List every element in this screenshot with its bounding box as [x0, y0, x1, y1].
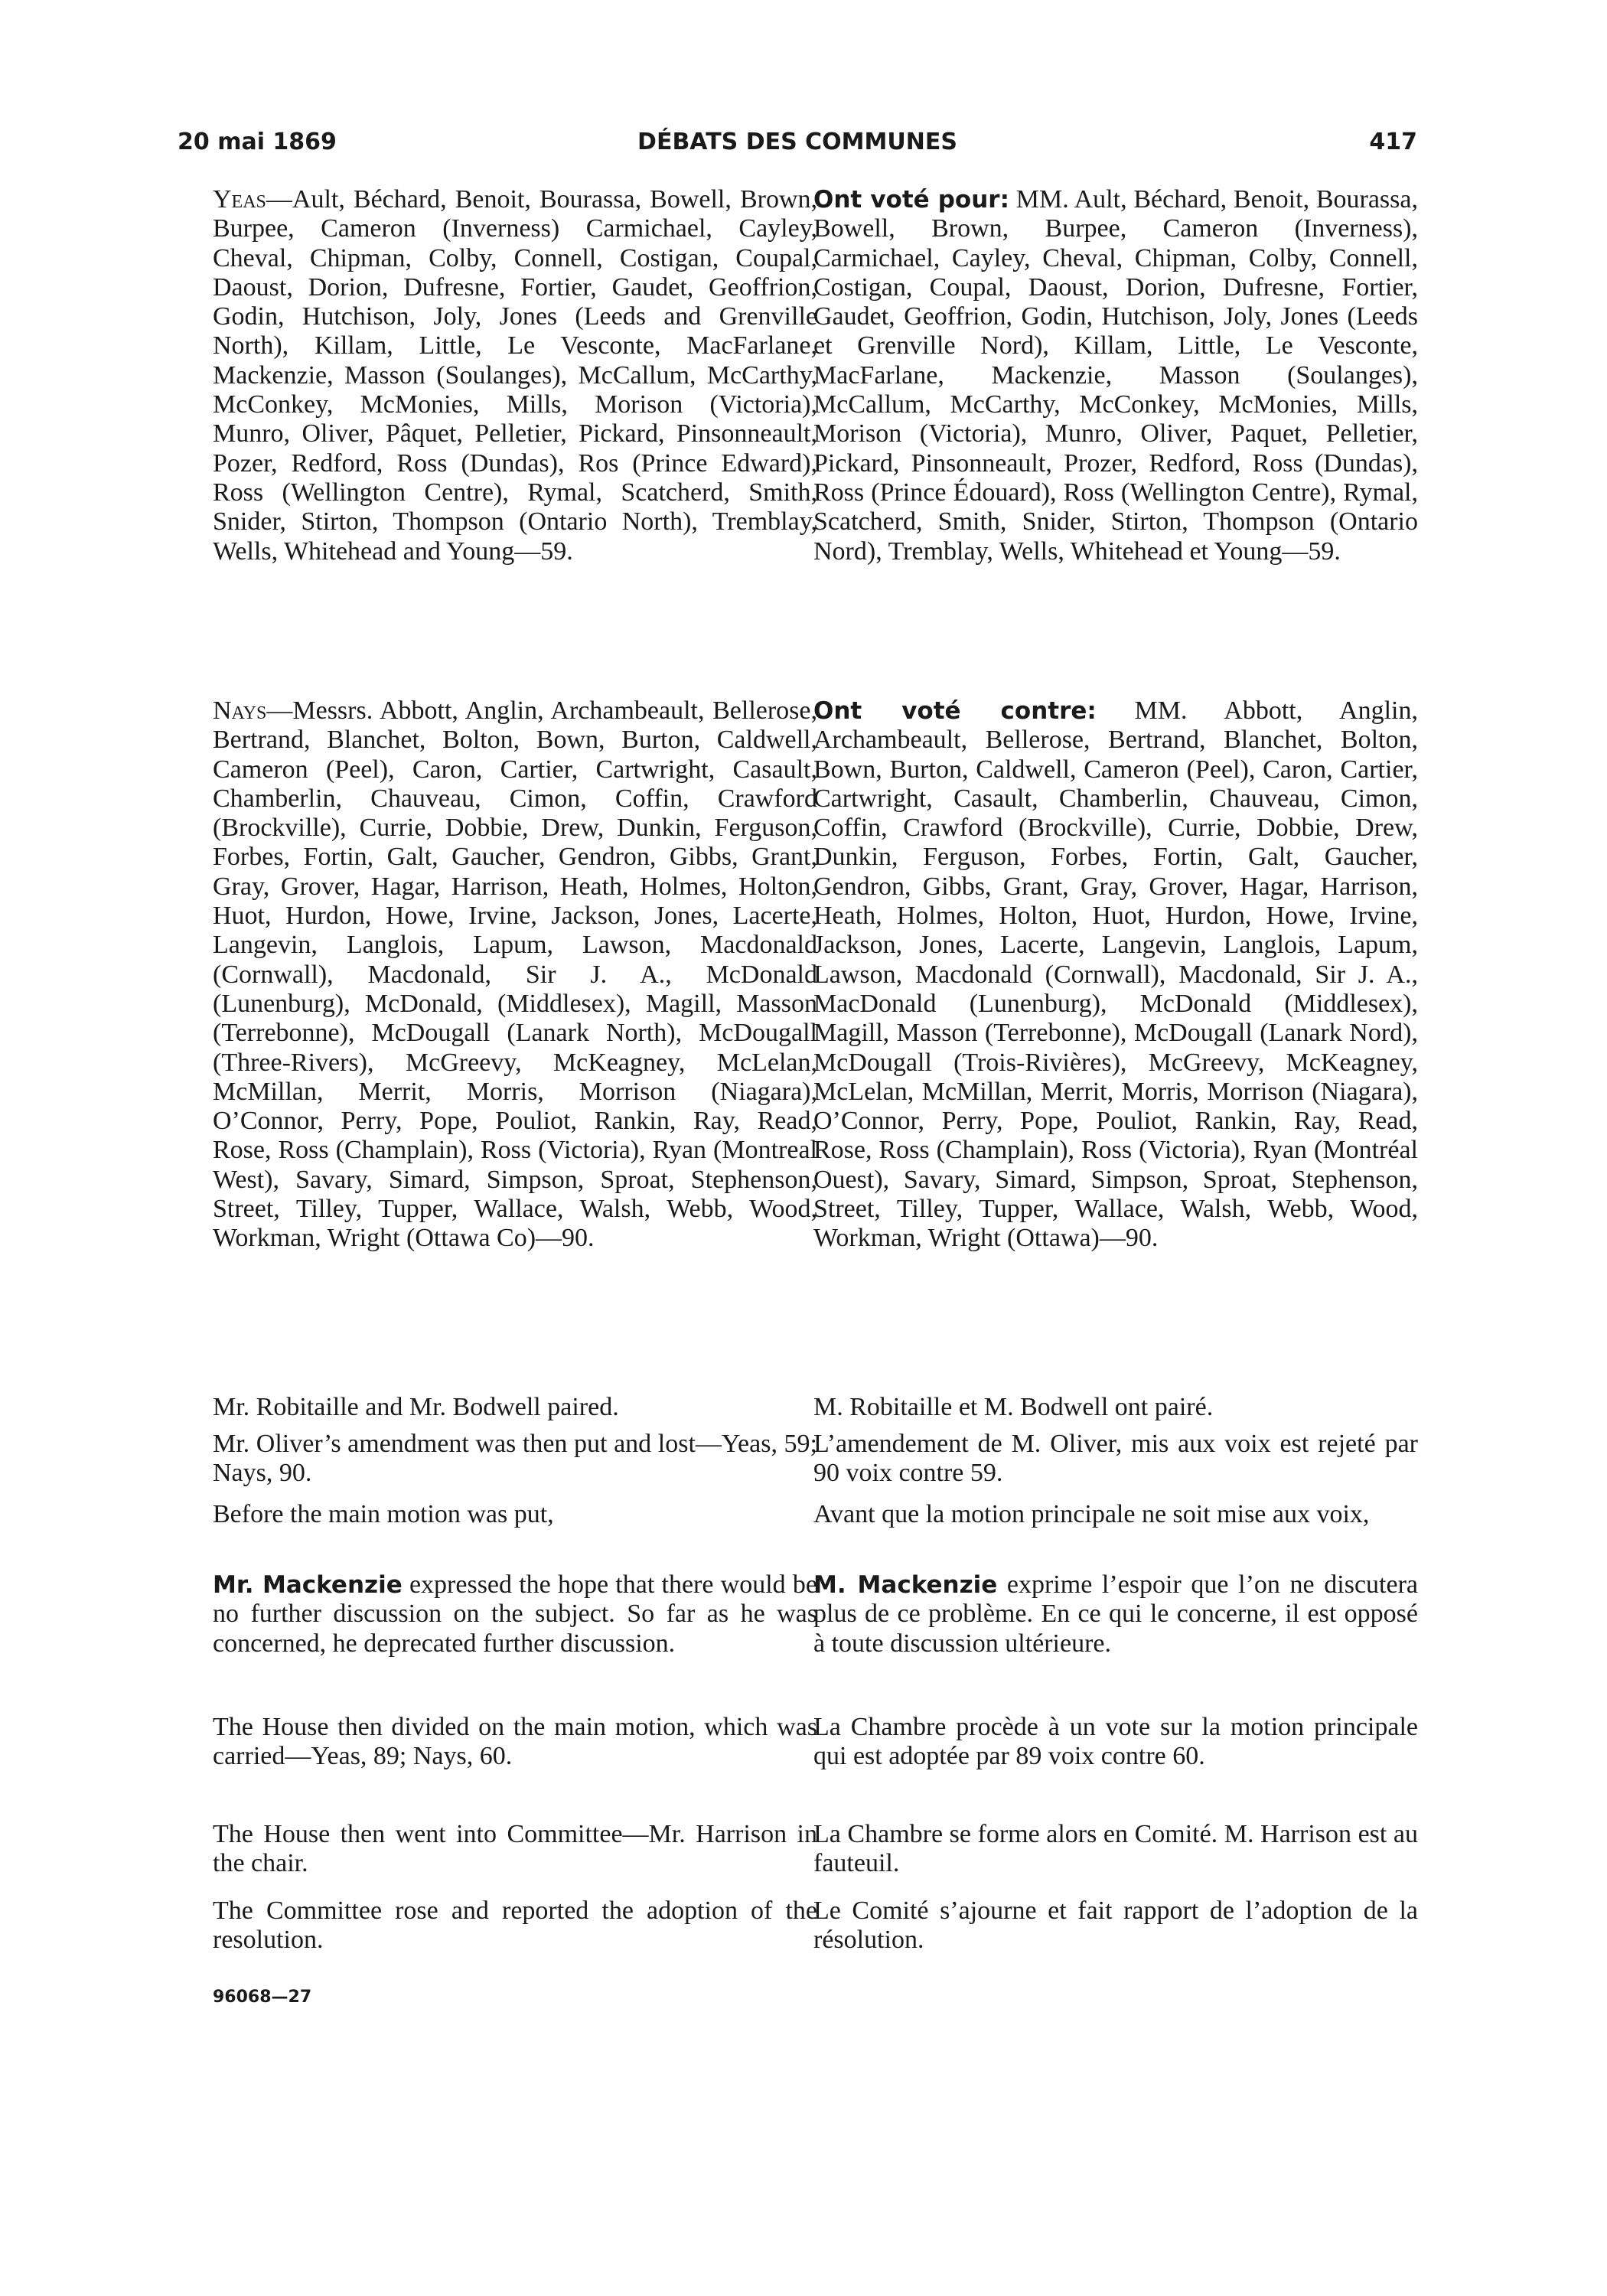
yeas-list: —Ault, Béchard, Benoit, Bourassa, Bowell, Brown, Burpee, Cameron (Inverness) Carmichael, Cayley, Cheval, Chipman, Colby, Connell, Costigan, Coupal, Daoust, Dorion, Dufresne, Fortier, Gaudet, Geoffrion, Godin, Hutchison, Joly, Jones (Leeds and Grenville North), Killam, Little, Le Vesconte, MacFarlane, Mackenzie, Masson (Soulanges), McCallum, McCarthy, McConkey, McMonies, Mills, Morison (Victoria), Munro, Oliver, Pâquet, Pelletier, Pickard, Pinsonneault, Pozer, Redford, Ross (Dundas), Ros (Prince Edward), Ross (Wellington Centre), Rymal, Scatcherd, Smith, Snider, Stirton, Thompson (Ontario North), Tremblay, Wells, Whitehead and Young—59. [213, 185, 817, 566]
contre-paragraph [813, 696, 1418, 1384]
divided-text-fr: La Chambre procède à un vote sur la motion principale qui est adoptée par 89 voix contre 60. [813, 1713, 1418, 1771]
mackenzie-statement-fr: exprime l’espoir que l’on ne discutera plus de ce problème. En ce qui le concerne, il est opposé à toute discussion ultérieure. [813, 1570, 1418, 1658]
yeas-label: Yeas [213, 185, 266, 214]
nays-list: —Messrs. Abbott, Anglin, Archambeault, Bellerose, Bertrand, Blanchet, Bolton, Bown, Burton, Caldwell, Cameron (Peel), Caron, Cartier, Cartwright, Casault, Chamberlin, Chauveau, Cimon, Coffin, Crawford (Brockville), Currie, Dobbie, Drew, Dunkin, Ferguson, Forbes, Fortin, Galt, Gaucher, Gendron, Gibbs, Grant, Gray, Grover, Hagar, Harrison, Heath, Holmes, Holton, Huot, Hurdon, Howe, Irvine, Jackson, Jones, Lacerte, Langevin, Langlois, Lapum, Lawson, Macdonald (Cornwall), Macdonald, Sir J. A., McDonald (Lunenburg), McDonald, (Middlesex), Magill, Masson (Terrebonne), McDougall (Lanark North), McDougall (Three-Rivers), McGreevy, McKeagney, McLelan, McMillan, Merrit, Morris, Morrison (Niagara), O’Connor, Perry, Pope, Pouliot, Rankin, Ray, Read, Rose, Ross (Champlain), Ross (Victoria), Ryan (Montreal West), Savary, Simard, Simpson, Sproat, Stephenson, Street, Tilley, Tupper, Wallace, Walsh, Webb, Wood, Workman, Wright (Ottawa Co)—90. [213, 696, 817, 1253]
nays-label: Nays [213, 696, 267, 725]
committee-text: The House then went into Committee—Mr. Harrison in the chair. [213, 1820, 817, 1878]
before-motion-text-fr: Avant que la motion principale ne soit mise aux voix, [813, 1500, 1370, 1528]
pour-list: MM. Ault, Béchard, Benoit, Bourassa, Bowell, Brown, Burpee, Cameron (Inverness), Carmichael, Cayley, Cheval, Chipman, Colby, Connell, Costigan, Coupal, Daoust, Dorion, Dufresne, Fortier, Gaudet, Geoffrion, Godin, Hutchison, Joly, Jones (Leeds et Grenville Nord), Killam, Little, Le Vesconte, MacFarlane, Mackenzie, Masson (Soulanges), McCallum, McCarthy, McConkey, McMonies, Mills, Morison (Victoria), Munro, Oliver, Paquet, Pelletier, Pickard, Pinsonneault, Prozer, Redford, Ross (Dundas), Ross (Prince Édouard), Ross (Wellington Centre), Rymal, Scatcherd, Smith, Snider, Stirton, Thompson (Ontario Nord), Tremblay, Wells, Whitehead et Young—59. [813, 185, 1418, 566]
page-header [178, 129, 1417, 162]
header-date: 20 mai 1869 [178, 129, 337, 155]
french-column [813, 185, 1418, 1955]
contre-label: Ont voté contre: [813, 697, 1097, 725]
committee-text-fr: La Chambre se forme alors en Comité. M. Harrison est au fauteuil. [813, 1820, 1418, 1878]
page-number: 417 [1369, 129, 1417, 155]
mackenzie-paragraph-fr [813, 1570, 1418, 1713]
mackenzie-name-fr: M. Mackenzie [813, 1571, 998, 1599]
divided-text: The House then divided on the main motion, which was carried—Yeas, 89; Nays, 60. [213, 1713, 817, 1771]
pour-label: Ont voté pour: [813, 186, 1009, 214]
nays-paragraph [213, 696, 817, 1384]
paired-text-fr: M. Robitaille et M. Bodwell ont pairé. [813, 1393, 1214, 1421]
header-title: DÉBATS DES COMMUNES [637, 129, 957, 155]
english-column [213, 185, 817, 1955]
mackenzie-name: Mr. Mackenzie [213, 1571, 403, 1599]
committee-rose-text: The Committee rose and reported the adoption of the resolution. [213, 1896, 817, 1955]
amendment-text-fr: L’amendement de M. Oliver, mis aux voix est rejeté par 90 voix contre 59. [813, 1430, 1418, 1488]
mackenzie-statement: expressed the hope that there would be no further discussion on the subject. So far as he was concerned, he deprecated further discussion. [213, 1570, 817, 1658]
print-code: 96068—27 [213, 1988, 312, 2007]
paired-text: Mr. Robitaille and Mr. Bodwell paired. [213, 1393, 619, 1421]
mackenzie-paragraph [213, 1570, 817, 1713]
amendment-text: Mr. Oliver’s amendment was then put and lost—Yeas, 59; Nays, 90. [213, 1430, 817, 1488]
before-motion-text: Before the main motion was put, [213, 1500, 554, 1528]
contre-list: MM. Abbott, Anglin, Archambeault, Bellerose, Bertrand, Blanchet, Bolton, Bown, Burton, Caldwell, Cameron (Peel), Caron, Cartier, Cartwright, Casault, Chamberlin, Chauveau, Cimon, Coffin, Crawford (Brockville), Currie, Dobbie, Drew, Dunkin, Ferguson, Forbes, Fortin, Galt, Gaucher, Gendron, Gibbs, Grant, Gray, Grover, Hagar, Harrison, Heath, Holmes, Holton, Huot, Hurdon, Howe, Irvine, Jackson, Jones, Lacerte, Langevin, Langlois, Lapum, Lawson, Macdonald (Cornwall), Macdonald, Sir J. A., MacDonald (Lunenburg), McDonald (Middlesex), Magill, Masson (Terrebonne), McDougall (Lanark Nord), McDougall (Trois-Rivières), McGreevy, McKeagney, McLelan, McMillan, Merrit, Morris, Morrison (Niagara), O’Connor, Perry, Pope, Pouliot, Rankin, Ray, Read, Rose, Ross (Champlain), Ross (Victoria), Ryan (Montréal Ouest), Savary, Simard, Simpson, Sproat, Stephenson, Street, Tilley, Tupper, Wallace, Walsh, Webb, Wood, Workman, Wright (Ottawa)—90. [813, 696, 1418, 1253]
yeas-paragraph [213, 185, 817, 692]
pour-paragraph [813, 185, 1418, 692]
committee-rose-text-fr: Le Comité s’ajourne et fait rapport de l’adoption de la résolution. [813, 1896, 1418, 1955]
